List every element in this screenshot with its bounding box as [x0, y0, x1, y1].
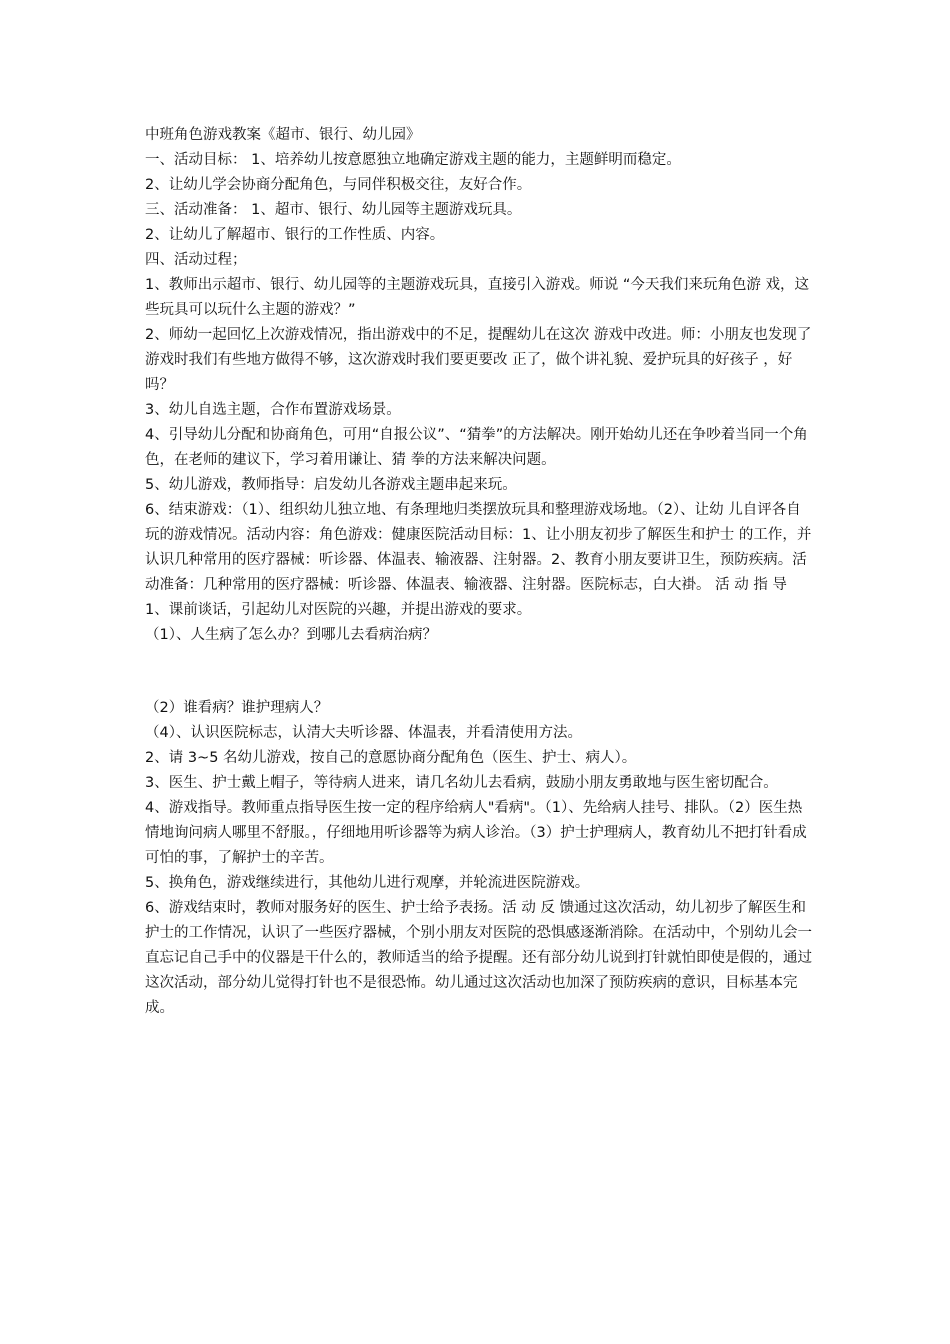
paragraph: （1）、人生病了怎么办？到哪儿去看病治病？	[145, 627, 437, 643]
paragraph: 4、游戏指导。教师重点指导医生按一定的程序给病人"看病"。（1）、先给病人挂号、排队。（2）医生热情地询问病人哪里不舒服。，仔细地用听诊器等为病人诊治。（3）护士护理病人，教育幼儿不把打针看成可怕的事，了解护士的辛苦。	[145, 800, 807, 866]
paragraph: 2、让幼儿学会协商分配角色，与同伴积极交往，友好合作。	[145, 177, 532, 193]
paragraph: 2、师幼一起回忆上次游戏情况，指出游戏中的不足，提醒幼儿在这次 游戏中改进。师：小朋友也发现了游戏时我们有些地方做得不够，这次游戏时我们要更要改 正了，做个讲礼貌、爱护玩具的好孩子 ，好吗？	[145, 327, 812, 393]
paragraph: 4、引导幼儿分配和协商角色，可用“自报公议”、“猜拳”的方法解决。刚开始幼儿还在争吵着当同一个角色，在老师的建议下，学习着用谦让、猜 拳的方法来解决问题。	[145, 427, 808, 468]
paragraph: 一、活动目标： 1、培养幼儿按意愿独立地确定游戏主题的能力，主题鲜明而稳定。	[145, 152, 681, 168]
paragraph: （4）、认识医院标志，认清大夫听诊器、体温表，并看清使用方法。	[145, 725, 582, 741]
paragraph: 5、幼儿游戏，教师指导：启发幼儿各游戏主题串起来玩。	[145, 477, 517, 493]
paragraph: 5、换角色，游戏继续进行，其他幼儿进行观摩，并轮流进医院游戏。	[145, 875, 590, 891]
paragraph: 3、幼儿自选主题，合作布置游戏场景。	[145, 402, 401, 418]
paragraph: 三、活动准备： 1、超市、银行、幼儿园等主题游戏玩具。	[145, 202, 522, 218]
paragraph: 2、请 3~5 名幼儿游戏，按自己的意愿协商分配角色（医生、护士、病人）。	[145, 750, 637, 766]
document-body	[145, 123, 815, 1021]
paragraph: 3、医生、护士戴上帽子，等待病人进来，请几名幼儿去看病，鼓励小朋友勇敢地与医生密切配合。	[145, 775, 778, 791]
paragraph: （2）谁看病？谁护理病人？	[145, 700, 329, 716]
document-title: 中班角色游戏教案《超市、银行、幼儿园》	[145, 127, 421, 143]
blank-gap	[145, 648, 815, 696]
paragraph: 四、活动过程；	[145, 252, 247, 268]
paragraph: 6、结束游戏：（1）、组织幼儿独立地、有条理地归类摆放玩具和整理游戏场地。（2）、让幼 儿自评各自玩的游戏情况。活动内容：角色游戏：健康医院活动目标：1、让小朋友初步了解医生和护士 的工作，并认识几种常用的医疗器械：听诊器、体温表、输液器、注射器。2、教育小朋友要讲卫生，预防疾病。活动准备：几种常用的医疗器械：听诊器、体温表、输液器、注射器。医院标志，白大褂。 活 动 指 导 1、课前谈话，引起幼儿对医院的兴趣，并提出游戏的要求。	[145, 502, 812, 618]
paragraph: 2、让幼儿了解超市、银行的工作性质、内容。	[145, 227, 445, 243]
paragraph: 1、教师出示超市、银行、幼儿园等的主题游戏玩具，直接引入游戏。师说 “今天我们来玩角色游 戏，这些玩具可以玩什么主题的游戏？”	[145, 277, 809, 318]
paragraph: 6、游戏结束时，教师对服务好的医生、护士给予表扬。活 动 反 馈通过这次活动，幼儿初步了解医生和护士的工作情况，认识了一些医疗器械，个别小朋友对医院的恐惧感逐渐消除。在活动中，个别幼儿会一直忘记自己手中的仪器是干什么的，教师适当的给予提醒。还有部分幼儿说到打针就怕即使是假的，通过这次活动，部分幼儿觉得打针也不是很恐怖。幼儿通过这次活动也加深了预防疾病的意识，目标基本完成。	[145, 900, 812, 1016]
